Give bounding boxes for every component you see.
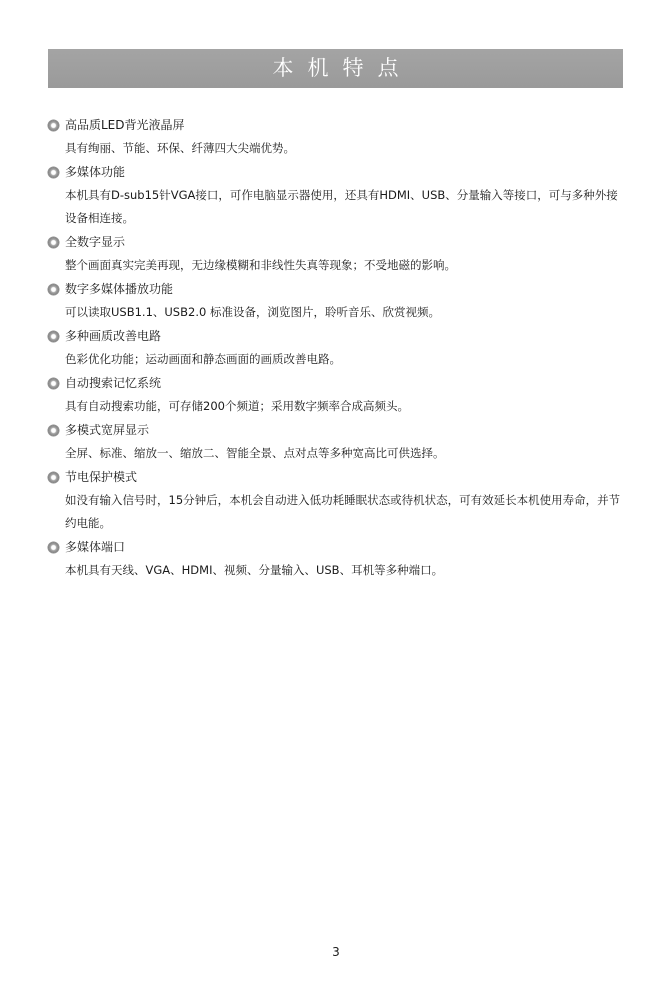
bullet-icon xyxy=(48,331,59,342)
feature-description: 如没有输入信号时，15分钟后，本机会自动进入低功耗睡眠状态或待机状态，可有效延长本机使用寿命，并节约电能。 xyxy=(65,493,621,530)
feature-heading xyxy=(48,160,626,184)
page-number: 3 xyxy=(332,945,340,959)
feature-item xyxy=(48,535,626,582)
feature-title: 高品质LED背光液晶屏 xyxy=(65,118,185,132)
feature-title: 数字多媒体播放功能 xyxy=(65,282,174,296)
bullet-icon xyxy=(48,120,59,131)
feature-description: 具有自动搜索功能，可存储200个频道；采用数字频率合成高频头。 xyxy=(65,399,409,413)
feature-heading xyxy=(48,230,626,254)
feature-title: 节电保护模式 xyxy=(65,470,138,484)
feature-description: 可以读取USB1.1、USB2.0 标准设备，浏览图片，聆听音乐、欣赏视频。 xyxy=(65,305,440,319)
bullet-icon xyxy=(48,378,59,389)
feature-heading xyxy=(48,418,626,442)
feature-heading xyxy=(48,277,626,301)
feature-item xyxy=(48,113,626,160)
feature-description: 本机具有D-sub15针VGA接口，可作电脑显示器使用，还具有HDMI、USB、分量输入等接口，可与多种外接设备相连接。 xyxy=(65,188,618,225)
feature-title: 自动搜索记忆系统 xyxy=(65,376,162,390)
feature-description: 整个画面真实完美再现，无边缘模糊和非线性失真等现象；不受地磁的影响。 xyxy=(65,258,456,272)
feature-item xyxy=(48,418,626,465)
feature-title: 多媒体端口 xyxy=(65,540,126,554)
feature-item xyxy=(48,371,626,418)
feature-heading xyxy=(48,371,626,395)
feature-item xyxy=(48,277,626,324)
feature-title: 全数字显示 xyxy=(65,235,126,249)
feature-description: 色彩优化功能；运动画面和静态画面的画质改善电路。 xyxy=(65,352,341,366)
feature-item xyxy=(48,324,626,371)
feature-item xyxy=(48,465,626,535)
title-bar xyxy=(48,49,623,88)
bullet-icon xyxy=(48,237,59,248)
bullet-icon xyxy=(48,167,59,178)
feature-title: 多种画质改善电路 xyxy=(65,329,162,343)
bullet-icon xyxy=(48,284,59,295)
feature-heading xyxy=(48,535,626,559)
feature-item xyxy=(48,160,626,230)
bullet-icon xyxy=(48,542,59,553)
feature-heading xyxy=(48,113,626,137)
feature-item xyxy=(48,230,626,277)
feature-heading xyxy=(48,324,626,348)
feature-title: 多媒体功能 xyxy=(65,165,126,179)
feature-heading xyxy=(48,465,626,489)
feature-description: 本机具有天线、VGA、HDMI、视频、分量输入、USB、耳机等多种端口。 xyxy=(65,563,444,577)
bullet-icon xyxy=(48,425,59,436)
feature-description: 全屏、标准、缩放一、缩放二、智能全景、点对点等多种宽高比可供选择。 xyxy=(65,446,445,460)
feature-list xyxy=(48,113,626,582)
feature-title: 多模式宽屏显示 xyxy=(65,423,150,437)
feature-description: 具有绚丽、节能、环保、纤薄四大尖端优势。 xyxy=(65,141,295,155)
bullet-icon xyxy=(48,472,59,483)
page-title: 本机特点 xyxy=(272,56,413,80)
